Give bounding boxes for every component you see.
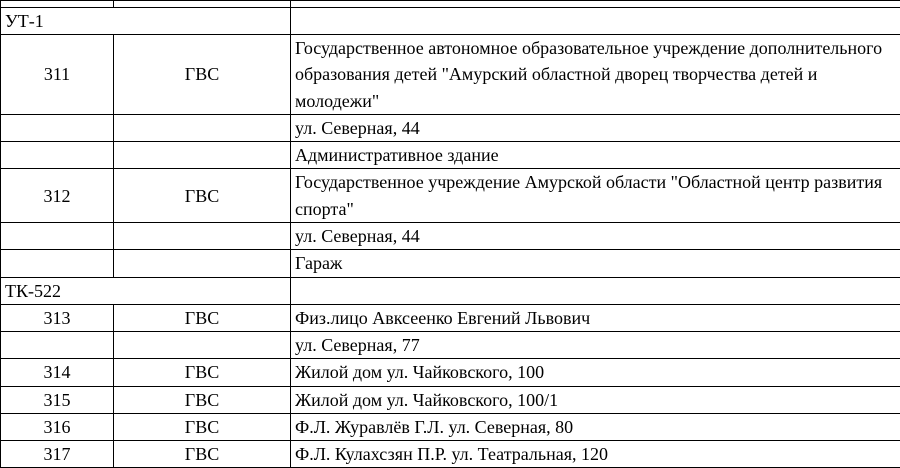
record-address: ул. Северная, 44 — [291, 114, 900, 141]
record-type: ГВС — [114, 441, 291, 468]
record-number: 316 — [1, 413, 114, 440]
table-row — [1, 142, 900, 169]
record-number: 313 — [1, 304, 114, 331]
table-row — [1, 1, 900, 8]
record-number: 314 — [1, 359, 114, 386]
table-row — [1, 169, 900, 223]
table-row — [1, 114, 900, 141]
record-address: ул. Северная, 44 — [291, 223, 900, 250]
table-row — [1, 441, 900, 468]
table-row — [1, 331, 900, 358]
record-number: 312 — [1, 169, 114, 223]
record-owner: Ф.Л. Кулахсзян П.Р. ул. Театральная, 120 — [291, 441, 900, 468]
table-row — [1, 35, 900, 115]
record-number: 311 — [1, 35, 114, 115]
record-type: ГВС — [114, 386, 291, 413]
record-owner: Государственное автономное образовательное учреждение дополнительного образования детей "Амурский областной дворец творчества детей и молодежи" — [291, 35, 900, 115]
record-type: ГВС — [114, 413, 291, 440]
group-name: УТ-1 — [1, 8, 291, 35]
record-type: ГВС — [114, 169, 291, 223]
record-owner: Жилой дом ул. Чайковского, 100 — [291, 359, 900, 386]
record-owner: Физ.лицо Авксеенко Евгений Львович — [291, 304, 900, 331]
table-row — [1, 386, 900, 413]
record-address: ул. Северная, 77 — [291, 331, 900, 358]
record-owner: Жилой дом ул. Чайковского, 100/1 — [291, 386, 900, 413]
table-row — [1, 250, 900, 277]
record-type: ГВС — [114, 359, 291, 386]
group-row — [1, 277, 900, 304]
table-row — [1, 413, 900, 440]
record-number: 315 — [1, 386, 114, 413]
record-type: ГВС — [114, 35, 291, 115]
table-row — [1, 223, 900, 250]
group-row — [1, 8, 900, 35]
record-owner: Ф.Л. Журавлёв Г.Л. ул. Северная, 80 — [291, 413, 900, 440]
record-type: ГВС — [114, 304, 291, 331]
record-owner: Государственное учреждение Амурской области "Областной центр развития спорта" — [291, 169, 900, 223]
record-number: 317 — [1, 441, 114, 468]
record-object: Гараж — [291, 250, 900, 277]
table-row — [1, 304, 900, 331]
record-object: Административное здание — [291, 142, 900, 169]
group-name: ТК-522 — [1, 277, 291, 304]
table-row — [1, 359, 900, 386]
